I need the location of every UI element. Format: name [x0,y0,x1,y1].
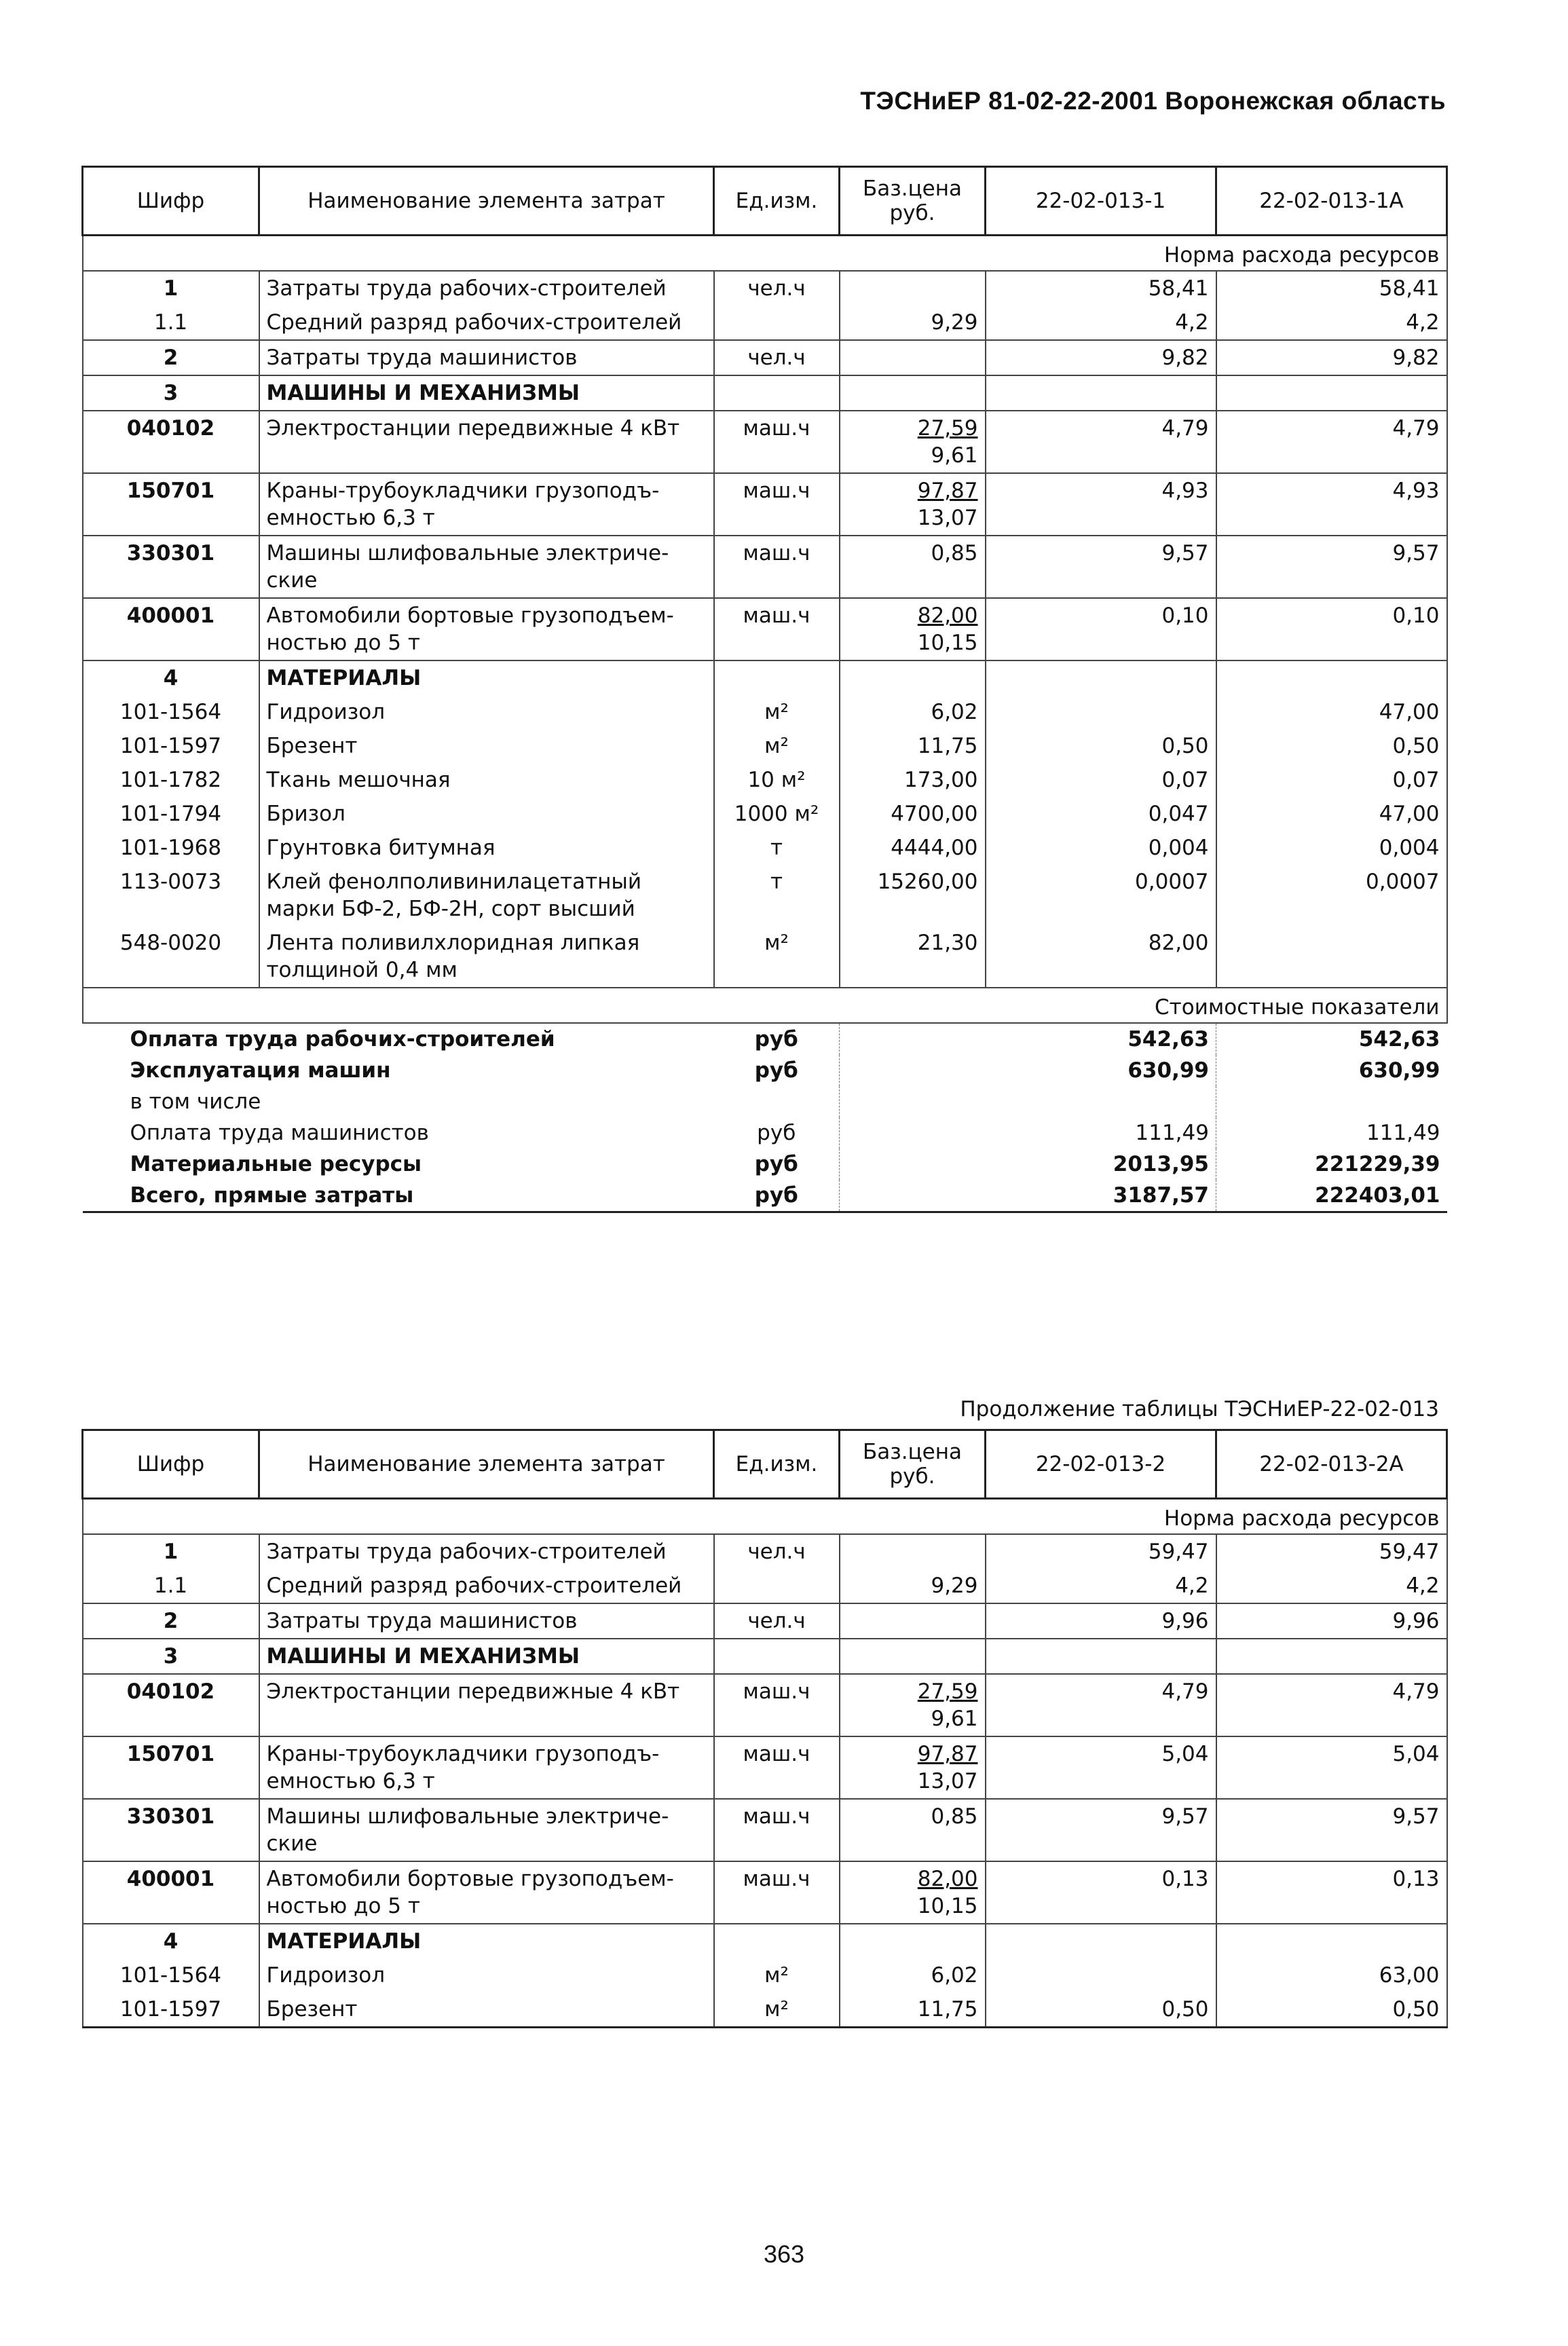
row-code: 150701 [83,1736,259,1799]
row-name: Средний разряд рабочих-строителей [259,1569,714,1603]
row-unit: м² [714,926,840,988]
row-unit: маш.ч [714,1736,840,1799]
row-code: 150701 [83,473,259,536]
row-code: 330301 [83,536,259,598]
cost-value-a: 111,49 [986,1117,1216,1149]
cost-value-b: 542,63 [1358,1027,1440,1051]
row-code: 040102 [83,411,259,473]
row-price: 173,00 [840,763,986,797]
row-name: Средний разряд рабочих-строителей [259,305,714,340]
row-unit [714,305,840,340]
cost-row [83,1055,1447,1086]
row-price [840,271,986,305]
table-row [83,305,1447,340]
row-unit: 1000 м² [714,797,840,831]
row-code: 2 [83,340,259,375]
table-row [83,473,1447,536]
continuation-caption: Продолжение таблицы ТЭСНиЕР-22-02-013 [960,1397,1439,1421]
row-name: Лента поливилхлоридная липкая толщиной 0,4 мм [259,926,714,988]
row-value-a: 82,00 [986,926,1216,988]
row-value-a: 0,004 [986,831,1216,865]
row-value-a: 59,47 [986,1534,1216,1569]
cost-value-a: 630,99 [986,1055,1216,1086]
row-value-b: 0,10 [1216,598,1447,660]
row-price: 82,00 10,15 [840,598,986,660]
row-value-b [1216,926,1447,988]
row-value-a: 0,50 [986,1992,1216,2028]
row-price: 9,29 [840,305,986,340]
row-price: 6,02 [840,695,986,729]
row-unit [714,1924,840,1958]
table-row [83,1861,1447,1924]
row-name: МАТЕРИАЛЫ [259,1924,714,1958]
row-name: Гидроизол [259,695,714,729]
cost-spacer [840,1086,986,1117]
row-value-b: 4,79 [1216,1674,1447,1736]
page-number: 363 [763,2240,805,2268]
row-value-b: 63,00 [1216,1958,1447,1992]
col-a-header: 22-02-013-1 [986,167,1216,236]
row-value-b: 4,93 [1216,473,1447,536]
row-name: Машины шлифовальные электриче- ские [259,1799,714,1861]
row-code: 3 [83,375,259,411]
row-value-a: 0,13 [986,1861,1216,1924]
cost-value-b [1216,1086,1447,1117]
row-unit: чел.ч [714,1603,840,1639]
row-code: 101-1597 [83,729,259,763]
row-name: Электростанции передвижные 4 кВт [259,411,714,473]
row-unit: т [714,831,840,865]
row-unit: 10 м² [714,763,840,797]
cost-unit: руб [714,1117,840,1149]
col-code-header: Шифр [83,1430,259,1499]
row-value-b: 4,2 [1216,305,1447,340]
row-name: Клей фенолполивинилацетатный марки БФ-2, БФ-2Н, сорт высший [259,865,714,926]
row-unit [714,660,840,695]
row-code: 400001 [83,1861,259,1924]
row-code: 1 [83,271,259,305]
row-value-b: 9,96 [1216,1603,1447,1639]
table-row [83,1674,1447,1736]
section-norms: Норма расхода ресурсов [83,1499,1447,1535]
cost-unit [714,1086,840,1117]
col-code-header: Шифр [83,167,259,236]
row-name: Грунтовка битумная [259,831,714,865]
row-price: 82,00 10,15 [840,1861,986,1924]
table-row [83,1569,1447,1603]
cost-spacer [840,1117,986,1149]
row-value-a: 9,82 [986,340,1216,375]
row-price [840,1534,986,1569]
row-price: 11,75 [840,729,986,763]
col-name-header: Наименование элемента затрат [259,1430,714,1499]
row-unit: маш.ч [714,473,840,536]
row-value-b: 4,79 [1216,411,1447,473]
row-code: 101-1564 [83,1958,259,1992]
table-row [83,1992,1447,2028]
row-name: Автомобили бортовые грузоподъем- ностью до 5 т [259,1861,714,1924]
table-row [83,1799,1447,1861]
row-value-a [986,695,1216,729]
col-name-header: Наименование элемента затрат [259,167,714,236]
row-unit [714,1639,840,1674]
cost-value-b: 222403,01 [1216,1180,1447,1212]
row-value-b: 47,00 [1216,695,1447,729]
table-row [83,865,1447,926]
cost-row [83,1149,1447,1180]
cost-value-a [986,1086,1216,1117]
row-value-a: 9,57 [986,1799,1216,1861]
row-value-a: 4,2 [986,305,1216,340]
table-row [83,695,1447,729]
row-code: 2 [83,1603,259,1639]
col-a-header: 22-02-013-2 [986,1430,1216,1499]
row-value-b: 9,82 [1216,340,1447,375]
row-value-a: 4,79 [986,1674,1216,1736]
cost-unit: руб [714,1149,840,1180]
cost-value-a: 542,63 [986,1023,1216,1055]
row-unit: т [714,865,840,926]
row-code: 101-1782 [83,763,259,797]
row-value-a: 4,93 [986,473,1216,536]
table-row [83,763,1447,797]
row-value-b: 0,50 [1216,729,1447,763]
cost-value-a: 2013,95 [986,1149,1216,1180]
row-code: 1.1 [83,305,259,340]
row-name: Затраты труда машинистов [259,340,714,375]
table-header [83,167,1447,236]
row-unit: чел.ч [714,340,840,375]
row-price: 97,87 13,07 [840,473,986,536]
cost-spacer [840,1180,986,1212]
row-price: 0,85 [840,536,986,598]
cost-value-a: 3187,57 [986,1180,1216,1212]
row-unit: чел.ч [714,271,840,305]
row-value-b [1216,660,1447,695]
cost-spacer [840,1055,986,1086]
row-price: 97,87 13,07 [840,1736,986,1799]
row-unit: маш.ч [714,1861,840,1924]
row-value-a: 5,04 [986,1736,1216,1799]
row-unit: м² [714,695,840,729]
row-value-a [986,1924,1216,1958]
row-name: Электростанции передвижные 4 кВт [259,1674,714,1736]
row-unit: маш.ч [714,536,840,598]
resource-table-1 [81,166,1448,1213]
row-value-a: 4,79 [986,411,1216,473]
row-code: 040102 [83,1674,259,1736]
row-unit: маш.ч [714,1674,840,1736]
row-price: 6,02 [840,1958,986,1992]
resource-table-2 [81,1429,1448,2028]
row-name: Краны-трубоукладчики грузоподъ- емностью 6,3 т [259,473,714,536]
col-unit-header: Ед.изм. [714,1430,840,1499]
row-price [840,1924,986,1958]
row-value-a: 0,50 [986,729,1216,763]
table-row [83,271,1447,305]
row-price: 0,85 [840,1799,986,1861]
table-row [83,797,1447,831]
cost-label: Материальные ресурсы [130,1152,422,1176]
row-name: МАТЕРИАЛЫ [259,660,714,695]
col-price-header: Баз.цена руб. [840,1430,986,1499]
table-row [83,1958,1447,1992]
row-unit: чел.ч [714,1534,840,1569]
row-unit: м² [714,1958,840,1992]
cost-label: Оплата труда машинистов [130,1121,429,1145]
cost-label: Эксплуатация машин [130,1058,391,1083]
row-code: 101-1968 [83,831,259,865]
table-row [83,926,1447,988]
row-value-b: 47,00 [1216,797,1447,831]
col-unit-header: Ед.изм. [714,167,840,236]
row-value-a: 58,41 [986,271,1216,305]
table-row [83,340,1447,375]
cost-row [83,1023,1447,1055]
row-value-b: 0,004 [1216,831,1447,865]
row-price: 4444,00 [840,831,986,865]
row-value-a: 0,07 [986,763,1216,797]
row-name: Затраты труда рабочих-строителей [259,1534,714,1569]
table-row [83,536,1447,598]
row-name: МАШИНЫ И МЕХАНИЗМЫ [259,1639,714,1674]
row-price: 27,59 9,61 [840,411,986,473]
row-value-b: 58,41 [1216,271,1447,305]
row-value-b: 59,47 [1216,1534,1447,1569]
row-value-b: 0,0007 [1216,865,1447,926]
cost-body [83,1023,1447,1212]
row-value-b: 0,50 [1216,1992,1447,2028]
table-row [83,1534,1447,1569]
cost-value-b: 111,49 [1366,1121,1440,1145]
cost-row [83,1180,1447,1212]
section-costs: Стоимостные показатели [83,988,1447,1023]
row-value-b: 5,04 [1216,1736,1447,1799]
row-code: 101-1794 [83,797,259,831]
row-value-a [986,375,1216,411]
row-name: Гидроизол [259,1958,714,1992]
table-row [83,1924,1447,1958]
row-name: Брезент [259,729,714,763]
row-unit [714,375,840,411]
row-value-b: 9,57 [1216,1799,1447,1861]
row-price: 27,59 9,61 [840,1674,986,1736]
row-name: Машины шлифовальные электриче- ские [259,536,714,598]
row-value-b: 0,07 [1216,763,1447,797]
row-code: 548-0020 [83,926,259,988]
row-value-b [1216,1924,1447,1958]
row-value-a: 0,047 [986,797,1216,831]
row-value-a [986,1639,1216,1674]
page-header: ТЭСНиЕР 81-02-22-2001 Воронежская область [860,87,1446,115]
row-code: 4 [83,1924,259,1958]
table-row [83,1639,1447,1674]
row-code: 4 [83,660,259,695]
row-value-a: 9,96 [986,1603,1216,1639]
row-price: 15260,00 [840,865,986,926]
row-value-a [986,660,1216,695]
cost-unit: руб [714,1055,840,1086]
row-price [840,660,986,695]
row-unit: м² [714,729,840,763]
row-unit: маш.ч [714,1799,840,1861]
row-price [840,1639,986,1674]
row-code: 330301 [83,1799,259,1861]
cost-label: в том числе [130,1090,261,1114]
row-unit: маш.ч [714,411,840,473]
row-value-b: 4,2 [1216,1569,1447,1603]
row-price: 9,29 [840,1569,986,1603]
row-price [840,375,986,411]
row-code: 101-1597 [83,1992,259,2028]
cost-value-b: 221229,39 [1315,1152,1440,1176]
row-value-b: 0,13 [1216,1861,1447,1924]
col-price-header: Баз.цена руб. [840,167,986,236]
row-price: 11,75 [840,1992,986,2028]
cost-label: Оплата труда рабочих-строителей [130,1027,555,1051]
row-unit: маш.ч [714,598,840,660]
table-row [83,660,1447,695]
row-name: Затраты труда машинистов [259,1603,714,1639]
cost-unit: руб [714,1023,840,1055]
cost-unit: руб [714,1180,840,1212]
row-price [840,1603,986,1639]
cost-label: Всего, прямые затраты [83,1180,714,1212]
row-name: Ткань мешочная [259,763,714,797]
cost-row [83,1117,1447,1149]
row-name: МАШИНЫ И МЕХАНИЗМЫ [259,375,714,411]
row-name: Бризол [259,797,714,831]
row-value-b: 9,57 [1216,536,1447,598]
row-code: 3 [83,1639,259,1674]
row-price [840,340,986,375]
row-code: 1.1 [83,1569,259,1603]
row-name: Затраты труда рабочих-строителей [259,271,714,305]
table-body [83,1534,1447,2028]
row-unit: м² [714,1992,840,2028]
col-b-header: 22-02-013-2А [1216,1430,1447,1499]
table-body [83,271,1447,988]
cost-value-b: 630,99 [1358,1058,1440,1083]
cost-spacer [840,1149,986,1180]
row-code: 400001 [83,598,259,660]
table-row [83,1736,1447,1799]
row-value-b [1216,1639,1447,1674]
row-value-a: 0,10 [986,598,1216,660]
table-row [83,411,1447,473]
section-norms: Норма расхода ресурсов [83,236,1447,272]
row-name: Автомобили бортовые грузоподъем- ностью до 5 т [259,598,714,660]
row-value-a: 0,0007 [986,865,1216,926]
col-b-header: 22-02-013-1А [1216,167,1447,236]
cost-row [83,1086,1447,1117]
row-code: 101-1564 [83,695,259,729]
row-name: Краны-трубоукладчики грузоподъ- емностью 6,3 т [259,1736,714,1799]
row-value-a: 4,2 [986,1569,1216,1603]
row-unit [714,1569,840,1603]
cost-spacer [840,1023,986,1055]
row-code: 1 [83,1534,259,1569]
row-value-a: 9,57 [986,536,1216,598]
table-row [83,598,1447,660]
row-value-b [1216,375,1447,411]
table-row [83,831,1447,865]
table-row [83,729,1447,763]
row-code: 113-0073 [83,865,259,926]
row-value-a [986,1958,1216,1992]
table-row [83,375,1447,411]
row-price: 21,30 [840,926,986,988]
table-header [83,1430,1447,1499]
row-name: Брезент [259,1992,714,2028]
table-row [83,1603,1447,1639]
row-price: 4700,00 [840,797,986,831]
